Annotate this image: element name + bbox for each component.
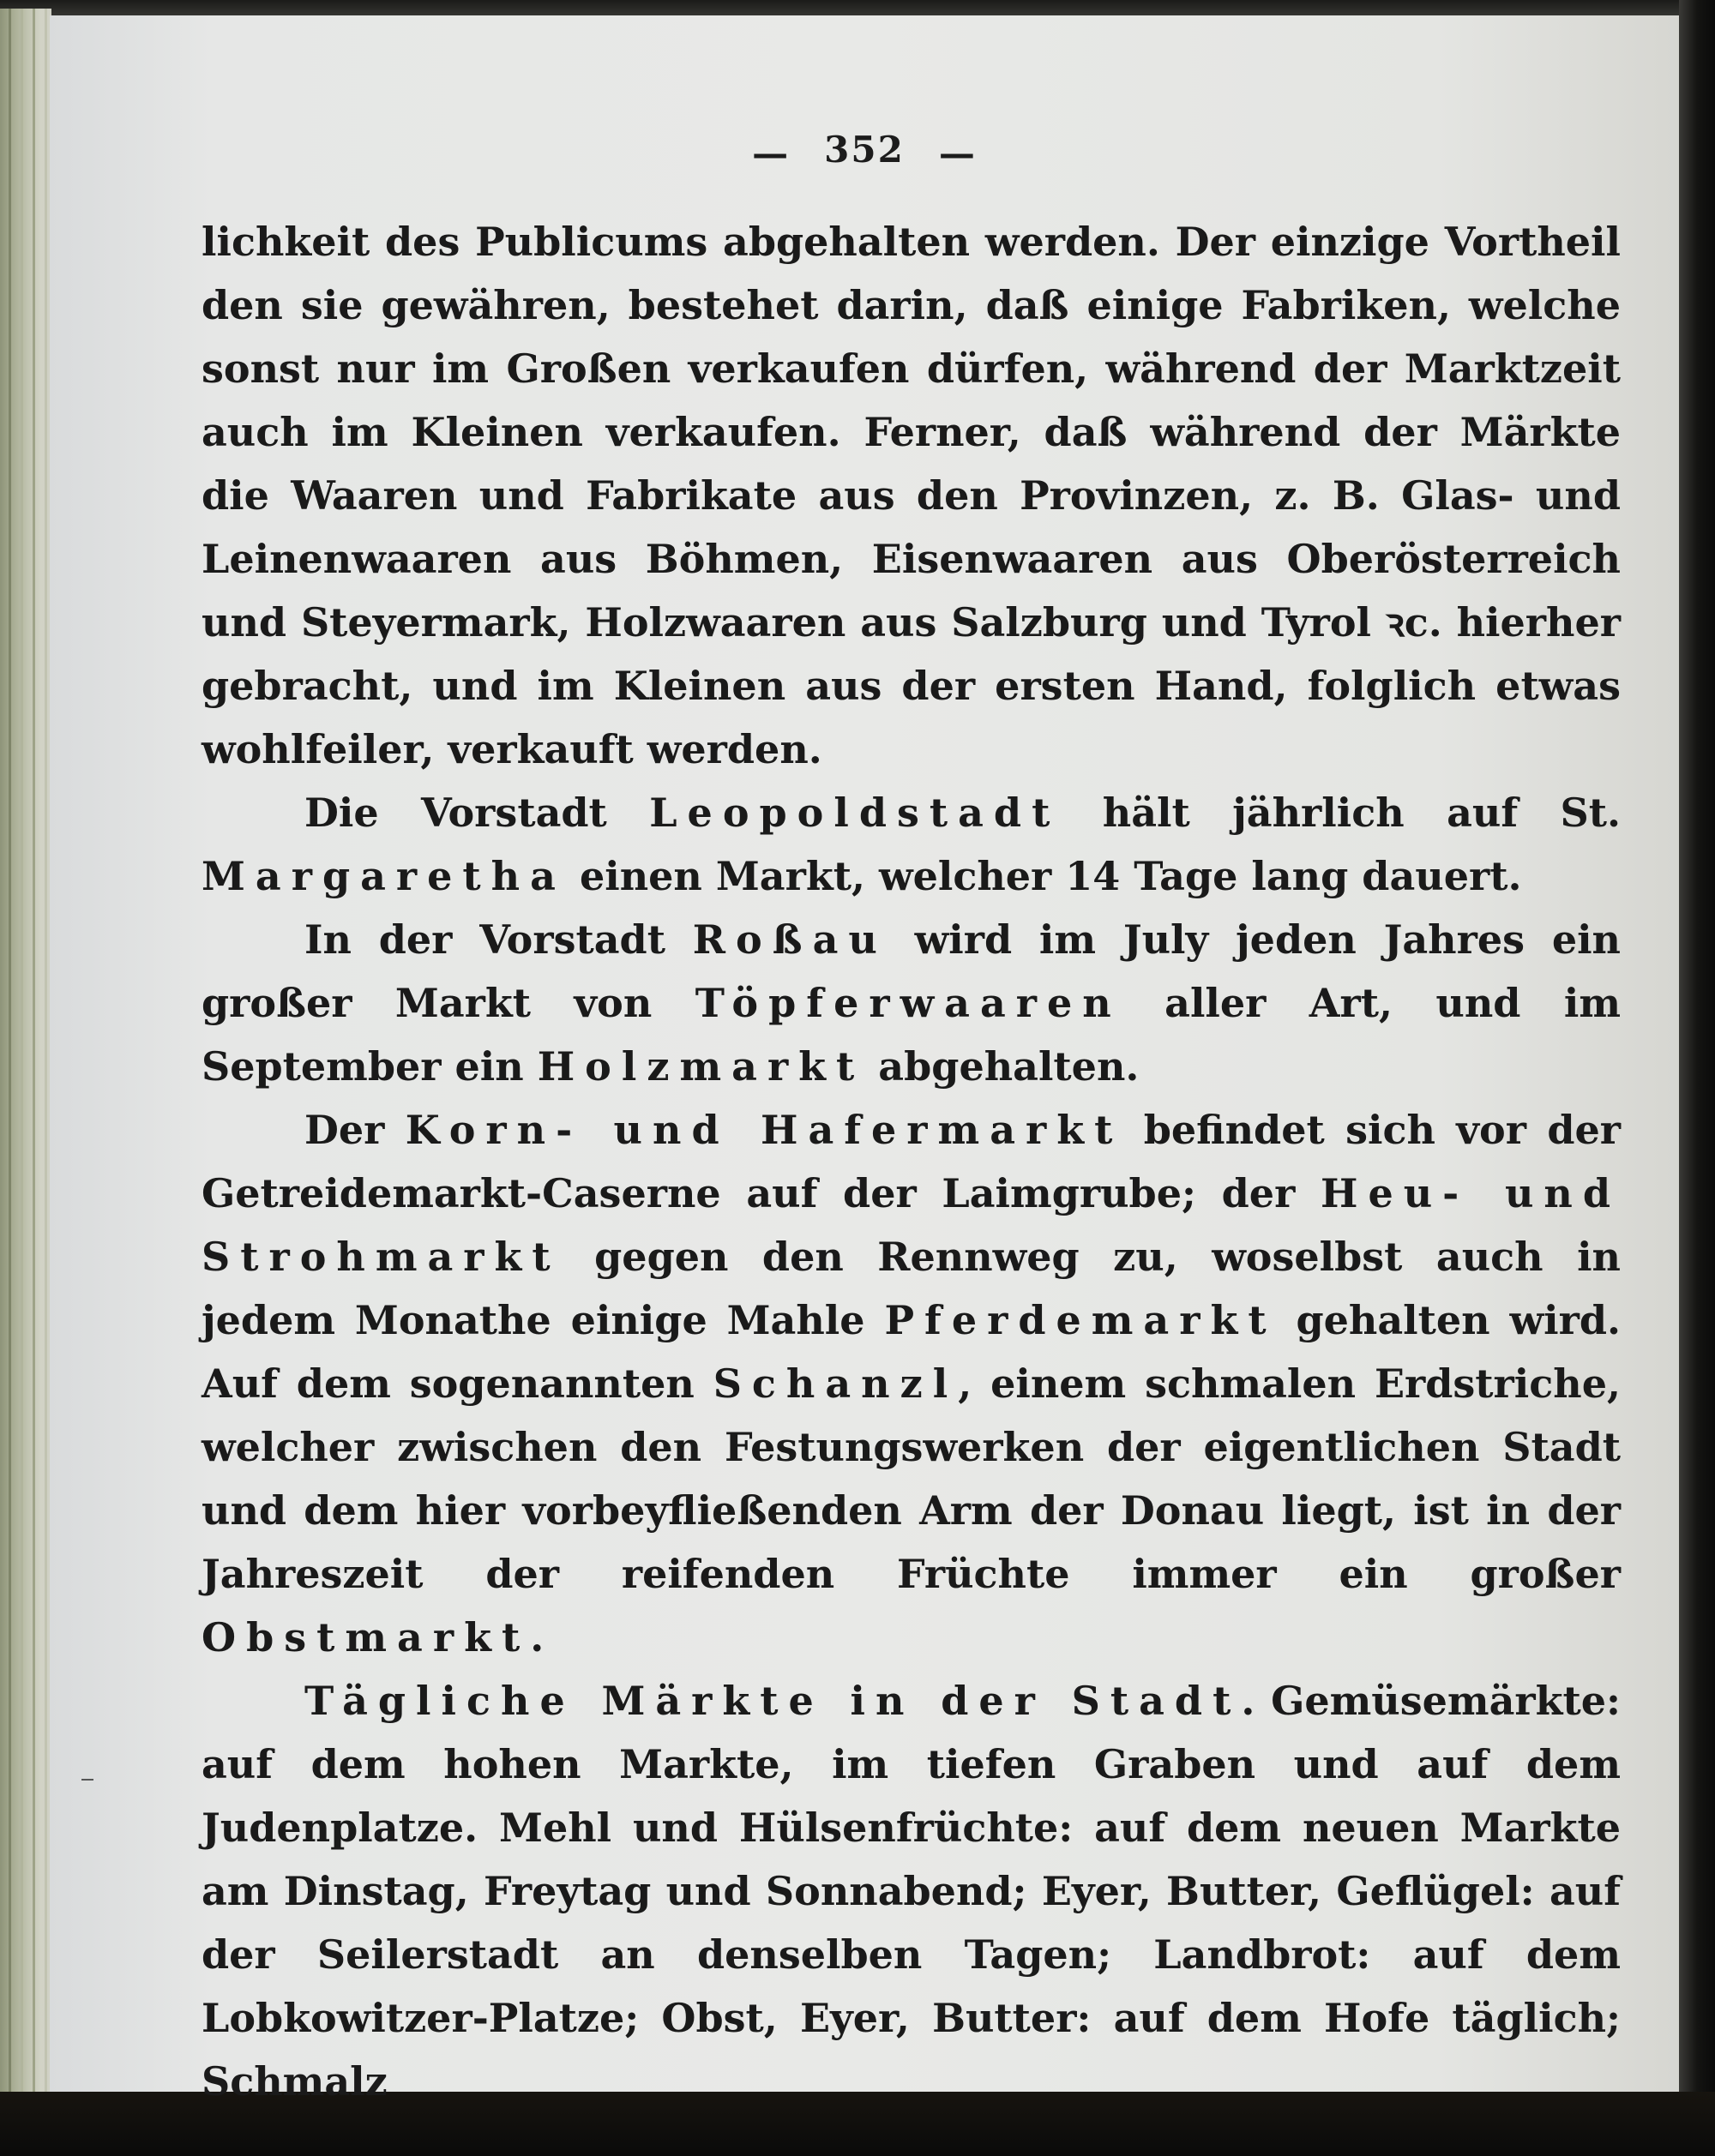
body-text [202, 210, 1621, 2113]
spaced-emphasis: Töpferwaaren [695, 980, 1122, 1026]
spaced-emphasis: Heu- und Strohmarkt [202, 1170, 1621, 1280]
text-run: hält jährlich auf St. [1060, 790, 1621, 836]
spaced-emphasis: Korn- und Hafermarkt [405, 1107, 1123, 1153]
text-run: gehalten wird. Auf dem sogenannten [202, 1297, 1621, 1407]
paragraph [202, 781, 1621, 908]
spaced-emphasis: Pferdemarkt [884, 1297, 1277, 1343]
margin-mark [81, 1779, 93, 1781]
spaced-emphasis: Holzmarkt [537, 1043, 865, 1090]
text-run: . Gemüsemärkte: auf dem hohen Markte, im tiefen Graben und auf dem Judenplatze. Mehl und Hülsenfrüchte: auf dem neuen Markte am Dinstag, Freytag und Sonnabend; Eyer, Butter, Geflügel: auf der Seilerstadt an denselben Tagen; Landbrot: auf dem Lobkowitzer-Platze; Obst, Eyer, Butter: auf dem Hofe täglich; Schmalz [202, 1678, 1622, 2105]
paragraph [202, 1098, 1621, 1669]
text-run: wird im July jeden Jahres ein großer Markt von [202, 916, 1621, 1026]
spaced-emphasis: Margaretha [202, 853, 566, 899]
text-run: einen Markt, welcher 14 Tage lang dauert. [565, 853, 1522, 899]
text-run: . [530, 1614, 545, 1661]
text-run: abgehalten. [864, 1043, 1140, 1090]
paragraph [202, 908, 1621, 1098]
spaced-emphasis: Tägliche Märkte in der Stadt [304, 1678, 1242, 1724]
text-run: , einem schmalen Erdstriche, welcher zwischen den Festungswerken der eigentlichen Stadt und dem hier vorbeyfließenden Arm der Donau liegt, ist in der Jahreszeit der reifenden Früchte immer ein großer [202, 1360, 1621, 1597]
paragraph [202, 210, 1621, 781]
header-dash-left: — [752, 131, 791, 174]
text-run: Der [304, 1107, 406, 1153]
spaced-emphasis: Schanzl [713, 1360, 959, 1407]
page-edges [0, 9, 51, 2100]
paragraph [202, 1669, 1621, 2113]
text-run: aller Art, und im September ein [202, 980, 1621, 1090]
spaced-emphasis: Roßau [692, 916, 888, 963]
text-run: gegen den Rennweg zu, woselbst auch in jedem Monathe einige Mahle [202, 1234, 1621, 1343]
text-run: Die Vorstadt [304, 790, 650, 836]
text-run: lichkeit des Publicums abgehalten werden. Der einzige Vortheil den sie gewähren, bestehet darin, daß einige Fabriken, welche sonst nur im Großen verkaufen dürfen, während der Marktzeit auch im Kleinen verkaufen. Ferner, daß während der Märkte die Waaren und Fabrikate aus den Provinzen, z. B. Glas- und Leinenwaaren aus Böhmen, Eisenwaaren aus Oberösterreich und Steyermark, Holzwaaren aus Salzburg und Tyrol ꝛc. hierher gebracht, und im Kleinen aus der ersten Hand, folglich etwas wohlfeiler, verkauft werden. [202, 219, 1621, 772]
gutter-shadow [1679, 0, 1715, 2156]
text-run: befindet sich vor der Getreidemarkt-Caserne auf der Laimgrube; der [202, 1107, 1621, 1216]
page-header [50, 129, 1679, 174]
header-dash-right: — [938, 131, 977, 174]
spaced-emphasis: Leopoldstadt [649, 790, 1061, 836]
spaced-emphasis: Obstmarkt [202, 1614, 531, 1661]
text-run: In der Vorstadt [304, 916, 693, 963]
page-number: 352 [824, 129, 905, 171]
